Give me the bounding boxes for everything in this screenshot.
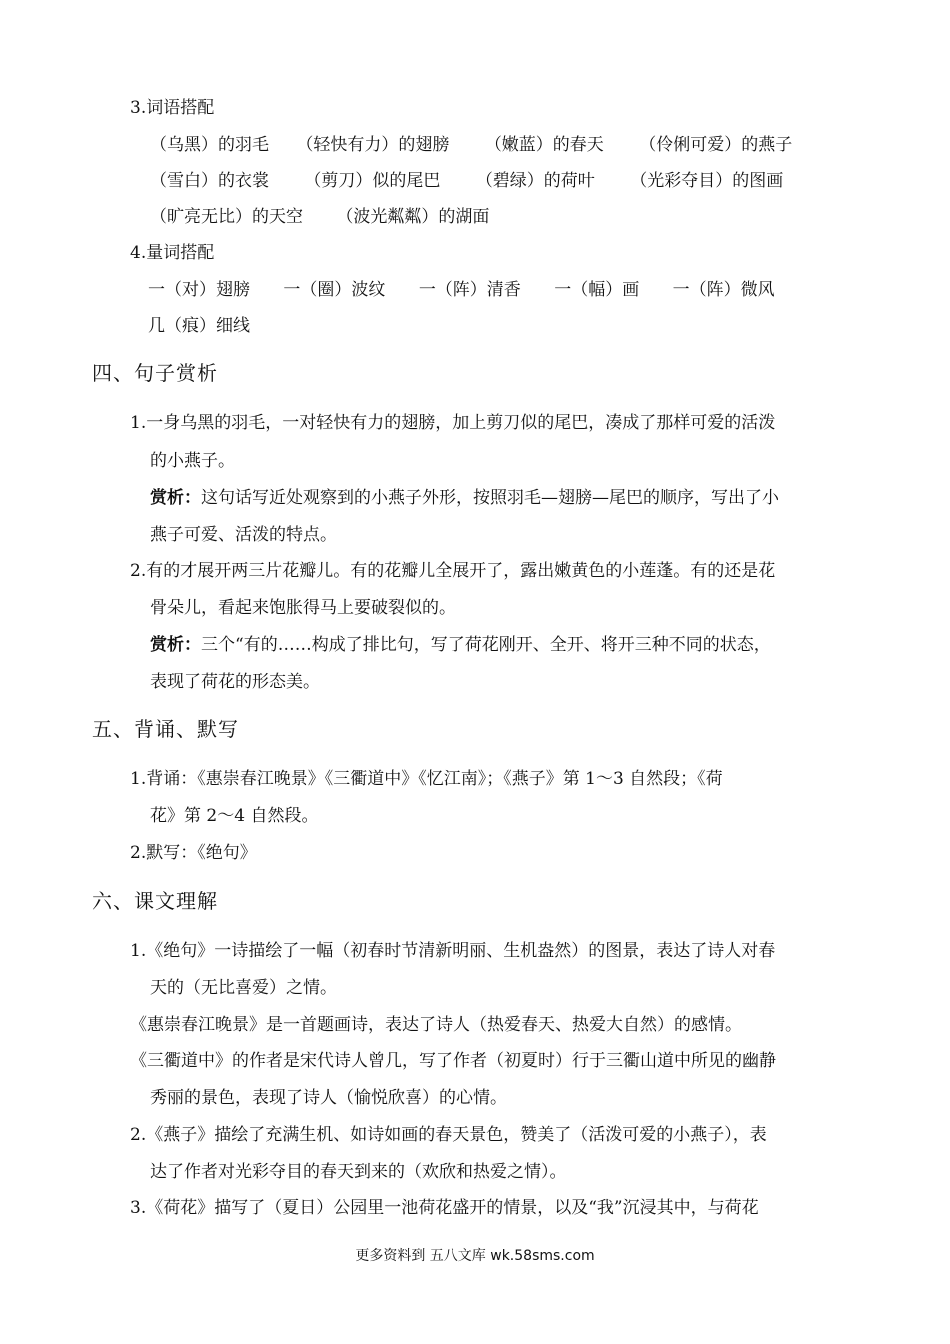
sentence-1-line-1: 1.一身乌黑的羽毛，一对轻快有力的翅膀，加上剪刀似的尾巴，凑成了那样可爱的活泼 bbox=[130, 413, 776, 433]
word-pair: （旷亮无比）的天空 bbox=[150, 207, 303, 227]
measure-pair: 一（对）翅膀 bbox=[148, 280, 250, 300]
measure-pair: 几（痕）细线 bbox=[148, 316, 250, 336]
section-3-title: 3.词语搭配 bbox=[130, 98, 215, 118]
sentence-1-line-2: 的小燕子。 bbox=[150, 451, 235, 471]
understanding-sanqu-line-2: 秀丽的景色，表现了诗人（愉悦欣喜）的心情。 bbox=[150, 1088, 507, 1108]
heading-sentence-analysis: 四、句子赏析 bbox=[92, 361, 218, 385]
word-pair-row-3 bbox=[150, 206, 489, 228]
analysis-1-line-2: 燕子可爱、活泼的特点。 bbox=[150, 525, 337, 545]
word-pair-row-1 bbox=[150, 134, 792, 156]
sentence-2-line-1: 2.有的才展开两三片花瓣儿。有的花瓣儿全展开了，露出嫩黄色的小莲蓬。有的还是花 bbox=[130, 561, 776, 581]
recite-line-1: 1.背诵：《惠崇春江晚景》《三衢道中》《忆江南》；《燕子》第 1～3 自然段；《荷 bbox=[130, 769, 723, 789]
word-pair: （剪刀）似的尾巴 bbox=[304, 171, 441, 191]
heading-text-understanding: 六、课文理解 bbox=[92, 889, 218, 913]
footer-link[interactable]: 更多资料到 五八文库 wk.58sms.com bbox=[355, 1248, 595, 1264]
word-pair: （碧绿）的荷叶 bbox=[475, 171, 595, 191]
heading-recite-dictation: 五、背诵、默写 bbox=[92, 717, 239, 741]
understanding-3-line-1: 3.《荷花》描写了（夏日）公园里一池荷花盛开的情景，以及“我”沉浸其中，与荷花 bbox=[130, 1198, 759, 1218]
measure-word-row-1 bbox=[148, 279, 775, 301]
analysis-label: 赏析： bbox=[150, 635, 201, 655]
understanding-2-line-1: 2.《燕子》描绘了充满生机、如诗如画的春天景色，赞美了（活泼可爱的小燕子），表 bbox=[130, 1125, 767, 1145]
understanding-huichong: 《惠崇春江晚景》是一首题画诗，表达了诗人（热爱春天、热爱大自然）的感情。 bbox=[130, 1015, 742, 1035]
word-pair: （雪白）的衣裳 bbox=[150, 171, 269, 191]
measure-pair: 一（幅）画 bbox=[554, 280, 640, 300]
word-pair: （轻快有力）的翅膀 bbox=[296, 135, 450, 155]
analysis-2-line-2: 表现了荷花的形态美。 bbox=[150, 672, 320, 692]
recite-line-2: 花》第 2～4 自然段。 bbox=[150, 806, 319, 826]
understanding-sanqu-line-1: 《三衢道中》的作者是宋代诗人曾几，写了作者（初夏时）行于三衢山道中所见的幽静 bbox=[130, 1051, 776, 1071]
word-pair: （波光粼粼）的湖面 bbox=[336, 207, 490, 227]
sentence-2-line-2: 骨朵儿，看起来饱胀得马上要破裂似的。 bbox=[150, 598, 456, 618]
analysis-1-line-1 bbox=[150, 487, 779, 509]
word-pair: （乌黑）的羽毛 bbox=[150, 135, 269, 155]
measure-pair: 一（圈）波纹 bbox=[283, 280, 386, 300]
dictation-line: 2.默写：《绝句》 bbox=[130, 843, 257, 863]
understanding-2-line-2: 达了作者对光彩夺目的春天到来的（欢欣和热爱之情）。 bbox=[150, 1162, 567, 1182]
measure-pair: 一（阵）微风 bbox=[672, 280, 775, 300]
understanding-1-line-2: 天的（无比喜爱）之情。 bbox=[150, 978, 337, 998]
understanding-1-line-1: 1.《绝句》一诗描绘了一幅（初春时节清新明丽、生机盎然）的图景，表达了诗人对春 bbox=[130, 941, 776, 961]
word-pair-row-2 bbox=[150, 170, 783, 192]
word-pair: （光彩夺目）的图画 bbox=[630, 171, 784, 191]
analysis-text: 这句话写近处观察到的小燕子外形，按照羽毛—翅膀—尾巴的顺序，写出了小 bbox=[201, 488, 779, 508]
measure-word-row-2 bbox=[148, 315, 250, 337]
analysis-label: 赏析： bbox=[150, 488, 201, 508]
analysis-2-line-1 bbox=[150, 634, 771, 656]
analysis-text: 三个“有的……构成了排比句，写了荷花刚开、全开、将开三种不同的状态， bbox=[201, 635, 771, 655]
word-pair: （伶俐可爱）的燕子 bbox=[639, 135, 793, 155]
section-4-title: 4.量词搭配 bbox=[130, 243, 215, 263]
measure-pair: 一（阵）清香 bbox=[418, 280, 521, 300]
word-pair: （嫩蓝）的春天 bbox=[484, 135, 604, 155]
